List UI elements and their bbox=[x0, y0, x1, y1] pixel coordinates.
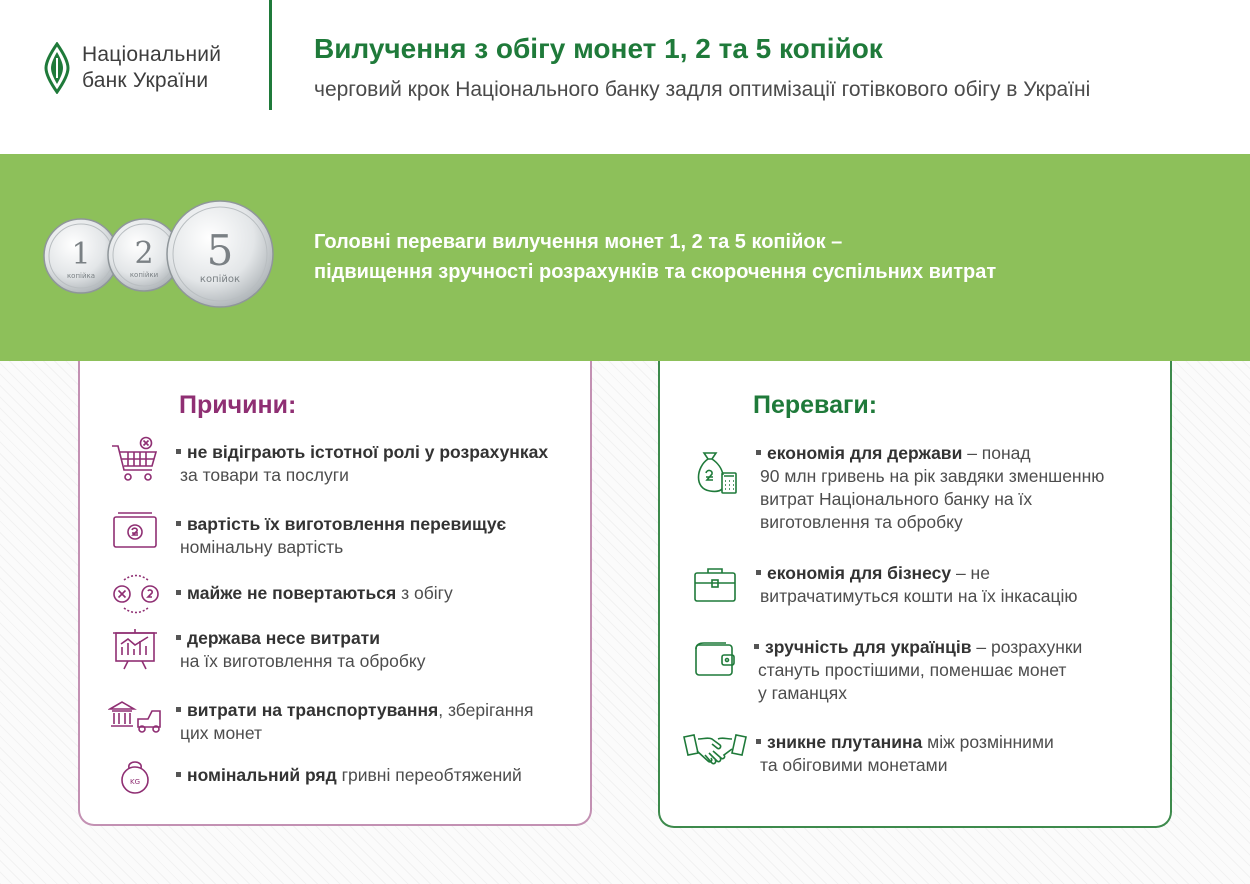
band-heading bbox=[314, 227, 996, 287]
page-subtitle: черговий крок Національного банку задля оптимізації готівкового обігу в Україні bbox=[314, 78, 1091, 101]
svg-text:KG: KG bbox=[129, 778, 141, 786]
benefit-line: та обіговими монетами bbox=[760, 755, 948, 775]
reason-line-2: цих монет bbox=[180, 723, 263, 743]
reason-bold: не відіграють істотної ролі у розрахунках bbox=[187, 442, 549, 462]
benefit-bold: зручність для українців bbox=[765, 637, 972, 657]
coin-2-digit: 2 bbox=[134, 236, 154, 271]
benefit-line: витрат Національного банку на їх bbox=[760, 489, 1033, 509]
benefits-title: Переваги: bbox=[753, 391, 878, 419]
benefit-line: витрачатимуться кошти на їх інкасацію bbox=[760, 586, 1078, 606]
reason-bold: держава несе витрати bbox=[187, 628, 381, 648]
reason-bold: майже не повертаються bbox=[187, 583, 397, 603]
reason-line-2: номінальну вартість bbox=[180, 537, 344, 557]
coin-1 bbox=[44, 219, 118, 293]
benefit-rest: між розмінними bbox=[922, 732, 1054, 752]
logo-line-1: Національний bbox=[82, 43, 222, 66]
benefit-bold: зникне плутанина bbox=[767, 732, 923, 752]
reason-line-2: на їх виготовлення та обробку bbox=[180, 651, 426, 671]
reason-rest: , зберігання bbox=[438, 700, 534, 720]
benefit-bold: економія для бізнесу bbox=[767, 563, 952, 583]
benefit-line: у гаманцях bbox=[758, 683, 848, 703]
reason-bold: витрати на транспортування bbox=[187, 700, 439, 720]
reason-line-2: за товари та послуги bbox=[180, 465, 349, 485]
page-title: Вилучення з обігу монет 1, 2 та 5 копійок bbox=[314, 33, 883, 64]
benefit-rest: – понад bbox=[962, 443, 1031, 463]
coin-5-word: копійок bbox=[199, 274, 241, 285]
benefits-panel bbox=[658, 361, 1172, 828]
chart-board-icon bbox=[110, 627, 160, 671]
coin-1-digit: 1 bbox=[71, 237, 91, 272]
coin-exchange-icon bbox=[110, 574, 162, 614]
briefcase-icon bbox=[692, 565, 738, 605]
coin-1-word: копійка bbox=[66, 272, 96, 280]
reason-bold: номінальний ряд bbox=[187, 765, 337, 785]
logo-text bbox=[82, 42, 221, 94]
benefit-line: 90 млн гривень на рік завдяки зменшенню bbox=[760, 466, 1105, 486]
money-stack-icon bbox=[110, 511, 160, 551]
handshake-icon bbox=[682, 731, 748, 773]
benefit-line: стануть простішими, поменшає монет bbox=[758, 660, 1067, 680]
reasons-title: Причини: bbox=[179, 391, 297, 419]
band-line-2: підвищення зручності розрахунків та скорочення суспільних витрат bbox=[314, 261, 997, 283]
wallet-icon bbox=[692, 639, 738, 679]
logo-line-2: банк України bbox=[82, 69, 209, 92]
reason-bold: вартість їх виготовлення перевищує bbox=[187, 514, 507, 534]
header bbox=[0, 0, 1250, 154]
bank-truck-icon bbox=[108, 697, 164, 737]
benefit-rest: – розрахунки bbox=[971, 637, 1083, 657]
nbu-logo[interactable] bbox=[40, 40, 240, 96]
money-bag-calculator-icon bbox=[692, 447, 740, 497]
coin-5 bbox=[167, 201, 273, 307]
reason-rest: з обігу bbox=[396, 583, 453, 603]
benefit-bold: економія для держави bbox=[767, 443, 963, 463]
reason-rest: гривні переобтяжений bbox=[336, 765, 522, 785]
benefit-rest: – не bbox=[951, 563, 990, 583]
reasons-panel bbox=[78, 361, 592, 826]
coin-2-word: копійки bbox=[129, 271, 159, 279]
coins-image bbox=[40, 198, 280, 310]
band-line-1: Головні переваги вилучення монет 1, 2 та 5 копійок – bbox=[314, 231, 843, 253]
nbu-logo-icon bbox=[40, 42, 74, 94]
coin-5-digit: 5 bbox=[206, 226, 234, 275]
benefit-line: виготовлення та обробку bbox=[760, 512, 963, 532]
header-divider bbox=[269, 0, 272, 110]
shopping-cart-icon bbox=[110, 436, 160, 484]
weight-icon bbox=[118, 756, 152, 796]
